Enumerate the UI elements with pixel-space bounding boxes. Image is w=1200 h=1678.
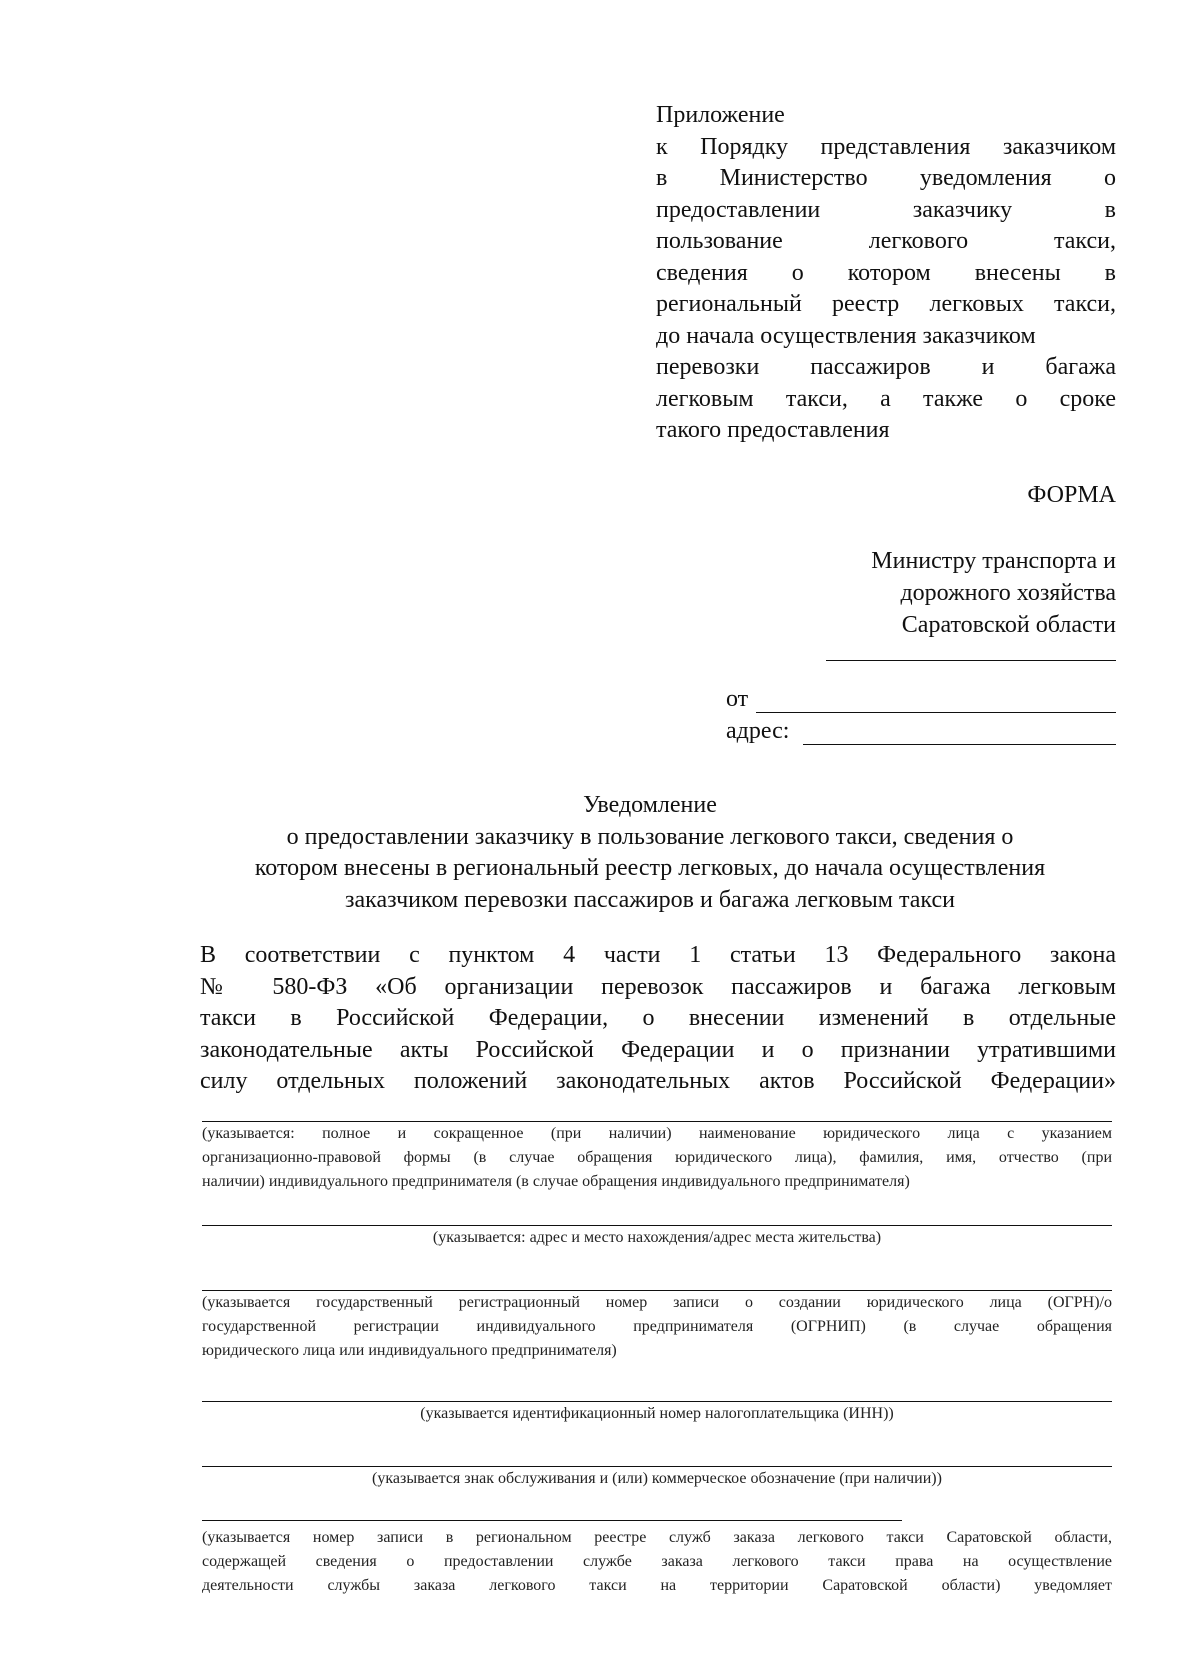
from-row	[726, 686, 1116, 713]
registry-input-line[interactable]	[202, 1520, 902, 1521]
form-label: ФОРМА	[1027, 482, 1116, 508]
caption-line: (указывается: полное и сокращенное (при наличии) наименование юридического лица с указанием	[202, 1125, 1112, 1142]
appendix-line: такого предоставления	[656, 417, 890, 443]
appendix-block	[656, 100, 1116, 447]
body-line: такси в Российской Федерации, о внесении изменений в отдельные	[200, 1005, 1116, 1031]
from-field[interactable]	[756, 690, 1116, 713]
caption-line: государственной регистрации индивидуального предпринимателя (ОГРНИП) (в случае обращения	[202, 1318, 1112, 1335]
address-label: адрес:	[726, 718, 790, 744]
inn-caption: (указывается идентификационный номер налогоплательщика (ИНН))	[420, 1405, 894, 1422]
registry-field	[202, 1526, 1112, 1598]
registry-caption	[202, 1526, 1112, 1598]
location-caption: (указывается: адрес и место нахождения/адрес места жительства)	[432, 1229, 882, 1246]
caption-line: (указывается номер записи в региональном реестре служб заказа легкового такси Саратовской области,	[202, 1529, 1112, 1546]
trademark-field	[202, 1466, 1112, 1491]
appendix-line: к Порядку представления заказчиком	[656, 133, 1116, 160]
address-row	[726, 718, 1116, 745]
body-line: законодательные акты Российской Федерации и о признании утратившими	[200, 1036, 1116, 1063]
trademark-caption: (указывается знак обслуживания и (или) коммерческое обозначение (при наличии))	[372, 1470, 942, 1487]
appendix-line: перевозки пассажиров и багажа	[656, 354, 1116, 380]
name-field	[202, 1121, 1112, 1194]
caption-line: (указывается государственный регистрационный номер записи о создании юридического лица (ОГРН)/о	[202, 1294, 1112, 1311]
addressee-line: Саратовской области	[901, 612, 1116, 638]
addressee-rule	[826, 660, 1116, 661]
appendix-line: сведения о котором внесены в	[656, 259, 1116, 286]
body-line: В соответствии с пунктом 4 части 1 статьи 13 Федерального закона	[200, 942, 1116, 968]
caption-line: юридического лица или индивидуального предпринимателя)	[202, 1342, 617, 1359]
inn-field	[202, 1401, 1112, 1426]
from-label: от	[726, 686, 749, 712]
body-line: силу отдельных положений законодательных актов Российской Федерации»	[200, 1068, 1116, 1094]
appendix-line: в Министерство уведомления о	[656, 165, 1116, 191]
address-field[interactable]	[803, 722, 1116, 745]
addressee-line: дорожного хозяйства	[900, 580, 1116, 606]
location-field	[202, 1225, 1112, 1250]
appendix-line: легковым такси, а также о сроке	[656, 385, 1116, 412]
appendix-line: до начала осуществления заказчиком	[656, 322, 1036, 349]
caption-line: деятельности службы заказа легкового такси на территории Саратовской области) уведомляет	[202, 1577, 1112, 1594]
body-paragraph	[200, 940, 1116, 1098]
notice-title-line: заказчиком перевозки пассажиров и багажа легковым такси	[345, 886, 955, 913]
notice-heading: Уведомление	[583, 792, 717, 818]
appendix-line: предоставлении заказчику в	[656, 196, 1116, 223]
notice-title	[150, 790, 1150, 916]
appendix-line: пользование легкового такси,	[656, 228, 1116, 254]
addressee-line: Министру транспорта и	[871, 548, 1116, 574]
caption-line: организационно-правовой формы (в случае обращения юридического лица), фамилия, имя, отчество (при	[202, 1149, 1112, 1166]
ogrn-caption	[202, 1291, 1112, 1363]
notice-title-line: котором внесены в региональный реестр легковых, до начала осуществления	[254, 855, 1046, 881]
ogrn-field	[202, 1290, 1112, 1363]
appendix-line: Приложение	[656, 102, 785, 128]
name-caption	[202, 1122, 1112, 1194]
addressee-block	[871, 545, 1116, 641]
caption-line: содержащей сведения о предоставлении службе заказа легкового такси права на осуществление	[202, 1553, 1112, 1570]
appendix-line: региональный реестр легковых такси,	[656, 291, 1116, 317]
notice-title-line: о предоставлении заказчику в пользование легкового такси, сведения о	[286, 823, 1014, 850]
body-line: № 580-ФЗ «Об организации перевозок пассажиров и багажа легковым	[200, 973, 1116, 1000]
caption-line: наличии) индивидуального предпринимателя (в случае обращения индивидуального предпринимателя)	[202, 1173, 910, 1190]
